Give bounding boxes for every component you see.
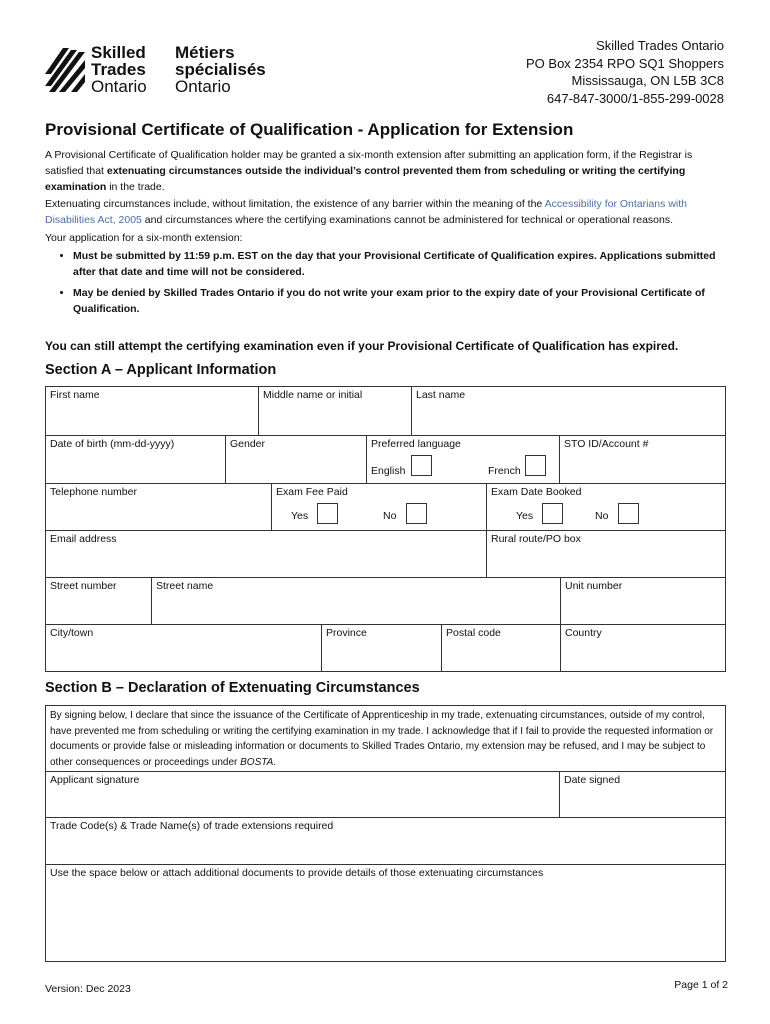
requirements-list [45,249,725,318]
unit-number-field[interactable] [560,577,726,625]
intro-text-run: in the trade. [106,180,165,193]
page-number: Page 1 of 2 [674,979,728,991]
address-line: Mississauga, ON L5B 3C8 [571,73,724,88]
date-booked-no-checkbox[interactable] [618,503,639,524]
trade-codes-field[interactable] [45,817,726,865]
intro-bold-run: extenuating circumstances outside the individual’s control prevented them from scheduling or writing the certifying examination [45,164,686,193]
exam-fee-paid-field [271,483,487,531]
logo-word: Métiers [175,43,235,62]
field-label: Telephone number [50,486,137,498]
field-label: STO ID/Account # [564,438,649,450]
field-label: Rural route/PO box [491,533,581,545]
country-field[interactable] [560,624,726,672]
fee-paid-no-label: No [383,510,397,522]
field-label: Street number [50,580,117,592]
field-label: Gender [230,438,266,450]
last-name-field[interactable] [411,386,726,436]
field-label: Exam Fee Paid [276,486,348,498]
email-field[interactable] [45,530,487,578]
field-label: Exam Date Booked [491,486,582,498]
address-line: Skilled Trades Ontario [596,38,724,53]
field-label: First name [50,389,100,401]
french-checkbox[interactable] [525,455,546,476]
section-b-title: Section B – Declaration of Extenuating Circumstances [45,680,420,696]
field-label: Province [326,627,367,639]
intro-paragraph [45,148,725,195]
section-a-title: Section A – Applicant Information [45,362,277,378]
exam-date-booked-field [486,483,726,531]
street-name-field[interactable] [151,577,561,625]
exam-note: You can still attempt the certifying examination even if your Provisional Certificate of Qualification has expired. [45,339,679,353]
intro-paragraph: Your application for a six-month extension: [45,231,243,244]
french-label: French [488,465,521,477]
list-item: • Must be submitted by 11:59 p.m. EST on the day that your Provisional Certificate of Qualification expires. Applications submitted after that date and time will not be considered. [73,249,725,281]
english-label: English [371,465,406,477]
field-label: Country [565,627,602,639]
logo-word: Trades [91,60,146,79]
city-field[interactable] [45,624,322,672]
version-label: Version: Dec 2023 [45,983,131,995]
applicant-signature-field[interactable] [45,771,560,818]
logo-text-english [91,44,147,95]
fee-paid-yes-label: Yes [291,510,309,522]
intro-text-run: Extenuating circumstances include, without limitation, the existence of any barrier within the meaning of the [45,198,545,211]
intro-paragraph [45,197,725,229]
field-label: Middle name or initial [263,389,363,401]
intro-text-run: A Provisional Certificate of Qualification holder may be granted a six-month extension after submitting an application form, if the Registrar is satisfied that [45,149,693,177]
date-booked-no-label: No [595,510,609,522]
first-name-field[interactable] [45,386,259,436]
list-item: • May be denied by Skilled Trades Ontario if you do not write your exam prior to the expiry date of your Provisional Certificate of Qualification. [73,286,725,318]
field-label: Date of birth (mm-dd-yyyy) [50,438,175,450]
page-title: Provisional Certificate of Qualification - Application for Extension [45,120,574,139]
aoda-link[interactable]: Accessibility for Ontarians with Disabilities Act, 2005 [45,198,687,227]
logo-word: Ontario [91,77,147,96]
declaration-end: . [273,756,277,768]
date-booked-yes-label: Yes [516,510,534,522]
logo-word: spécialisés [175,60,266,79]
logo-text-french [175,44,266,95]
field-label: Postal code [446,627,501,639]
field-label: Street name [156,580,214,592]
field-label: Applicant signature [50,774,140,786]
logo-word: Ontario [175,77,231,96]
date-signed-field[interactable] [559,771,726,818]
english-checkbox[interactable] [411,455,432,476]
gender-field[interactable] [225,435,367,484]
field-label: City/town [50,627,94,639]
field-label: Trade Code(s) & Trade Name(s) of trade extensions required [50,820,334,832]
middle-name-field[interactable] [258,386,412,436]
sto-id-field[interactable] [559,435,726,484]
circumstances-details-field[interactable] [45,864,726,962]
intro-text-run: and circumstances where the certifying examinations cannot be administered for technical or operational reasons. [141,214,674,227]
postal-code-field[interactable] [441,624,561,672]
fee-paid-yes-checkbox[interactable] [317,503,338,524]
skilled-trades-logo-icon [45,46,87,94]
intro-text [45,148,725,324]
declaration-act: BOSTA [240,756,274,768]
rural-route-field[interactable] [486,530,726,578]
fee-paid-no-checkbox[interactable] [406,503,427,524]
street-number-field[interactable] [45,577,152,625]
organization-address [526,37,724,107]
address-line: PO Box 2354 RPO SQ1 Shoppers [526,55,724,71]
province-field[interactable] [321,624,442,672]
telephone-field[interactable] [45,483,272,531]
field-label: Use the space below or attach additional documents to provide details of those extenuating circumstances [50,867,544,879]
date-booked-yes-checkbox[interactable] [542,503,563,524]
declaration-text [45,705,726,772]
field-label: Email address [50,533,117,545]
logo-word: Skilled [91,43,146,62]
field-label: Date signed [564,774,621,786]
address-line: 647-847-3000/1-855-299-0028 [546,90,724,106]
field-label: Unit number [565,580,623,592]
field-label: Last name [416,389,466,401]
field-label: Preferred language [371,438,461,450]
dob-field[interactable] [45,435,226,484]
declaration-body: By signing below, I declare that since the issuance of the Certificate of Apprenticeship in my trade, extenuating circumstances, outside of my control, have prevented me from scheduling or writing the certifying examination in my trade. I acknowledge that if I fail to provide the requested information or documents or provide false or misleading information or documents to Skilled Trades Ontario, my extension may be refused, and I may be subject to other consequences or proceedings under [50,710,714,768]
